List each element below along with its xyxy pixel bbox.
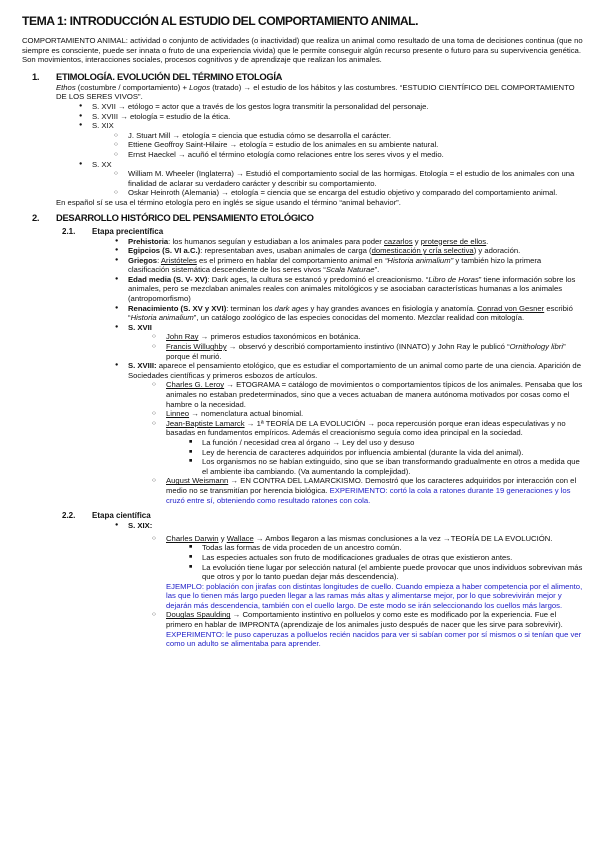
list-item: ○ J. Stuart Mill → etología = ciencia que estudia cómo se desarrolla el carácter. — [128, 131, 584, 141]
list-item: ● S. XVIII → etología = estudio de la ética. — [92, 112, 584, 122]
list-item — [166, 380, 584, 409]
text: → nomenclatura actual binomial. — [189, 409, 304, 419]
experiment-note: EXPERIMENTO: cortó la cola a ratones durante 19 generaciones y los cruzó entre sí, obteniendo como resultado ratones con cola. — [166, 485, 571, 505]
underlined-text: John Ray — [166, 332, 199, 342]
logos-term: Logos — [189, 82, 211, 92]
subsection-2-1-number: 2.1. — [62, 226, 76, 236]
list-item: ■ Las especies actuales son fruto de modificaciones graduales de otras que existieron antes. — [202, 553, 584, 563]
list-item: ■ Ley de herencia de caracteres adquiridos por influencia ambiental (durante la vida del animal). — [202, 448, 584, 458]
italic-text: Scala Naturae — [325, 265, 375, 275]
text: : Dark ages, la cultura se estancó y predominó el creacionismo. “ — [207, 274, 429, 284]
list-item: ■ La evolución tiene lugar por selección natural (el ambiente puede provocar que unos individuos sobrevivan más que otros y por lo tanto puedan dejar más descendencia). — [202, 563, 584, 582]
example-note: EJEMPLO: población con jirafas con distintas longitudes de cuello. Cuando empieza a haber competencia por el alimento, las que lo tienen más largo pueden llegar a las ramas más altas y alimentarse mejor, por lo que sobrevivirán mejor y dejarán más descendencia, también con el cuello largo. De este modo se irán seleccionando los cuellos más largos. — [166, 581, 583, 610]
subsection-2-1-heading — [22, 227, 584, 236]
text: escribió “ — [128, 303, 573, 323]
italic-text: dark ages — [274, 303, 309, 313]
underlined-text: Francis Willughby — [166, 342, 227, 352]
text: . — [486, 236, 489, 246]
underlined-text: protegerse de ellos — [420, 236, 487, 246]
text: : los humanos seguían y estudiaban a los animales para poder — [168, 236, 384, 246]
item-label: Griegos — [128, 255, 158, 265]
xix-scientific-sublist — [128, 534, 584, 649]
list-item — [128, 275, 584, 304]
text: : — [157, 255, 161, 265]
intro-paragraph: COMPORTAMIENTO ANIMAL: actividad o conjunto de actividades (o inactividad) que realiza un animal como resultado de una toma de decisiones continua (que no siempre es consciente, puede ser innata o fruto de una experiencia vivida) que le permite conseguir algún recurso presente o futuro para su supervivencia genética. Son movimientos, interacciones sociales, procesos cognitivos y de aprendizaje que realizan los animales. — [22, 36, 583, 65]
text: y — [412, 236, 421, 246]
century-list — [56, 102, 584, 198]
item-label: S. XIX: — [128, 521, 153, 531]
darwin-sublist — [166, 543, 584, 581]
list-item — [166, 419, 584, 477]
list-item — [128, 323, 584, 361]
text: y también hizo la primera clasificación sistemática descendiente de los seres vivos “ — [128, 255, 542, 275]
underlined-text: domesticación y cría selectiva — [371, 246, 474, 256]
list-item — [166, 332, 584, 342]
section-2-title: DESARROLLO HISTÓRICO DEL PENSAMIENTO ETOLÓGICO — [56, 211, 314, 223]
list-item — [166, 476, 584, 505]
lamarck-sublist — [166, 438, 584, 476]
ethos-term: Ethos — [56, 82, 76, 92]
section-1-body — [22, 83, 584, 208]
text: : representaban aves, usaban animales de carga ( — [200, 246, 372, 256]
item-label: S. XVIII: — [128, 361, 157, 371]
text: ” tiene información sobre los animales, pero se mezclaban animales reales con animales mitológicos y se asociaban características humanas a los animales (antropomorfismo) — [128, 274, 576, 304]
logos-gloss: (tratado) → el estudio de los hábitos y las costumbres. “ESTUDIO CIENTÍFICO DEL COMPORTAMIENTO DE LOS SERES VIVOS”. — [56, 82, 575, 102]
text: y hay grandes avances en fisiología y anatomía. — [308, 303, 478, 313]
underlined-text: cazarlos — [384, 236, 413, 246]
list-item — [128, 361, 584, 505]
list-item — [166, 534, 584, 611]
page-title: TEMA 1: INTRODUCCIÓN AL ESTUDIO DEL COMPORTAMIENTO ANIMAL. — [22, 14, 418, 28]
text: → 1ª TEORÍA DE LA EVOLUCIÓN → poca repercusión porque eran ideas especulativas y no basadas en fundamentos empíricos. Además el creacionismo seguía como idea principal en la sociedad. — [166, 418, 566, 438]
scientific-list — [22, 521, 584, 649]
section-2-heading — [22, 212, 584, 223]
text: ”. — [374, 265, 380, 275]
underlined-text: Conrad von Gesner — [477, 303, 545, 313]
subsection-2-1-title: Etapa precientífica — [92, 226, 164, 236]
text: : terminan los — [226, 303, 275, 313]
underlined-text: Wallace — [226, 533, 254, 543]
text: → Comportamiento instintivo en polluelos y como este es modificado por la experiencia. Fue el primero en hablar de IMPRONTA (aprendizaje de los animales justo después de nacer que les sirve para sobrevivir). — [166, 610, 563, 630]
text: → ETOGRAMA = catálogo de movimientos o comportamientos típicos de los animales. Pensaba que los animales no estaban predeterminados, sino que a veces actuaban de manera autónoma motivados por cosas como el hambre o la necesidad. — [166, 380, 583, 409]
ethos-gloss: (costumbre / comportamiento) + — [75, 82, 190, 92]
item-label: S. XVII — [128, 322, 152, 332]
list-item — [128, 521, 584, 649]
etymology-paragraph — [56, 83, 584, 102]
list-item: ■ Todas las formas de vida proceden de un ancestro común. — [202, 543, 584, 553]
italic-text: “Historia animalium” — [384, 255, 454, 265]
section-1-number: 1. — [32, 70, 40, 82]
text: → observó y describió comportamiento instintivo (INNATO) y John Ray le publicó “ — [226, 342, 510, 352]
xviii-sublist — [128, 380, 584, 505]
experiment-note: EXPERIMENTO: le puso caperuzas a polluelos recién nacidos para ver si sabían comer por sí mismos o si tenían que ver como un adulto se alimentaba para aprender. — [166, 629, 582, 649]
list-item — [166, 342, 584, 361]
item-label: Egipcios (S. VI a.C.) — [128, 246, 201, 256]
list-item — [128, 304, 584, 323]
list-item: ● S. XVII → etólogo = actor que a través de los gestos logra transmitir la personalidad del personaje. — [92, 102, 584, 112]
precientific-list — [22, 237, 584, 506]
text: → EN CONTRA DEL LAMARCKISMO. Demostró que los caracteres adquiridos por interacción con el medio no se transmitían por herencia biológica. — [166, 476, 577, 495]
list-item — [128, 237, 584, 247]
text: ”, un catálogo zoológico de las especies conocidas del momento. Mezclar realidad con mitología. — [193, 313, 525, 323]
list-item: ○ Oskar Heinroth (Alemania) → etología = ciencia que se encarga del estudio objetivo y comparado del comportamiento animal. — [128, 188, 584, 198]
spanish-note: En español sí se usa el término etología pero en inglés se sigue usando el término “animal behavior”. — [56, 197, 401, 207]
underlined-text: Linneo — [166, 409, 190, 419]
text: → Ambos llegaron a las mismas conclusiones a la vez →TEORÍA DE LA EVOLUCIÓN. — [253, 533, 553, 543]
text: y — [218, 533, 227, 543]
text: ) y adoración. — [473, 246, 521, 256]
underlined-text: Douglas Spaulding — [166, 610, 231, 620]
text: aparece el pensamiento etológico, que es estudiar el comportamiento de un animal como parte de una ciencia. Aparición de Sociedades científicas y primeros esbozos de artículos. — [128, 361, 581, 380]
list-item — [166, 409, 584, 419]
xix-sublist — [92, 131, 584, 160]
list-item: ○ William M. Wheeler (Inglaterra) → Estudió el comportamiento social de las hormigas. Etología = el estudio de los animales con una finalidad de aclarar su verdadero carácter y describir su comportamiento. — [128, 169, 584, 188]
underlined-text: Aristóteles — [160, 255, 197, 265]
text: es el primero en hablar del comportamiento animal en — [196, 255, 385, 265]
italic-text: Libro de Horas — [428, 274, 479, 284]
text: → primeros estudios taxonómicos en botánica. — [198, 332, 361, 342]
underlined-text: August Weismann — [166, 476, 229, 486]
century-label: S. XIX — [92, 121, 114, 131]
item-label: Prehistoria — [128, 236, 169, 246]
xx-sublist — [92, 169, 584, 198]
text: ” porque él murió. — [166, 342, 566, 361]
list-item: ○ Ettiene Geoffroy Saint-Hilaire → etología = estudio de los animales en su ambiente natural. — [128, 140, 584, 150]
section-2-number: 2. — [32, 211, 40, 223]
list-item — [92, 121, 584, 159]
subsection-2-2-heading — [22, 511, 584, 520]
underlined-text: Charles Darwin — [166, 533, 219, 543]
section-1-title: ETIMOLOGÍA. EVOLUCIÓN DEL TÉRMINO ETOLOGÍA — [56, 70, 283, 82]
list-item: ■ Los organismos no se habían extinguido, sino que se iban transformando gradualmente en otros a medida que el ambiente iba cambiando. (Va aumentando la complejidad). — [202, 457, 584, 476]
list-item — [128, 256, 584, 275]
item-label: Renacimiento (S. XV y XVI) — [128, 303, 227, 313]
century-label: S. XX — [92, 159, 112, 169]
underlined-text: Jean-Baptiste Lamarck — [166, 418, 245, 428]
list-item: ○ Ernst Haeckel → acuñó el término etología como relaciones entre los seres vivos y el medio. — [128, 150, 584, 160]
subsection-2-2-title: Etapa científica — [92, 511, 151, 521]
section-1-heading — [22, 71, 584, 82]
italic-text: Historia animalium — [130, 313, 194, 323]
item-label: Edad media (S. V- XV) — [128, 274, 208, 284]
list-item — [128, 246, 584, 256]
list-item — [166, 610, 584, 648]
xvii-sublist — [128, 332, 584, 361]
underlined-text: Charles G. Leroy — [166, 380, 225, 390]
italic-text: Ornithology libri — [509, 342, 564, 352]
subsection-2-2-number: 2.2. — [62, 511, 76, 521]
list-item: ■ La función / necesidad crea al órgano → Ley del uso y desuso — [202, 438, 584, 448]
list-item — [92, 160, 584, 198]
document-page — [22, 14, 584, 649]
